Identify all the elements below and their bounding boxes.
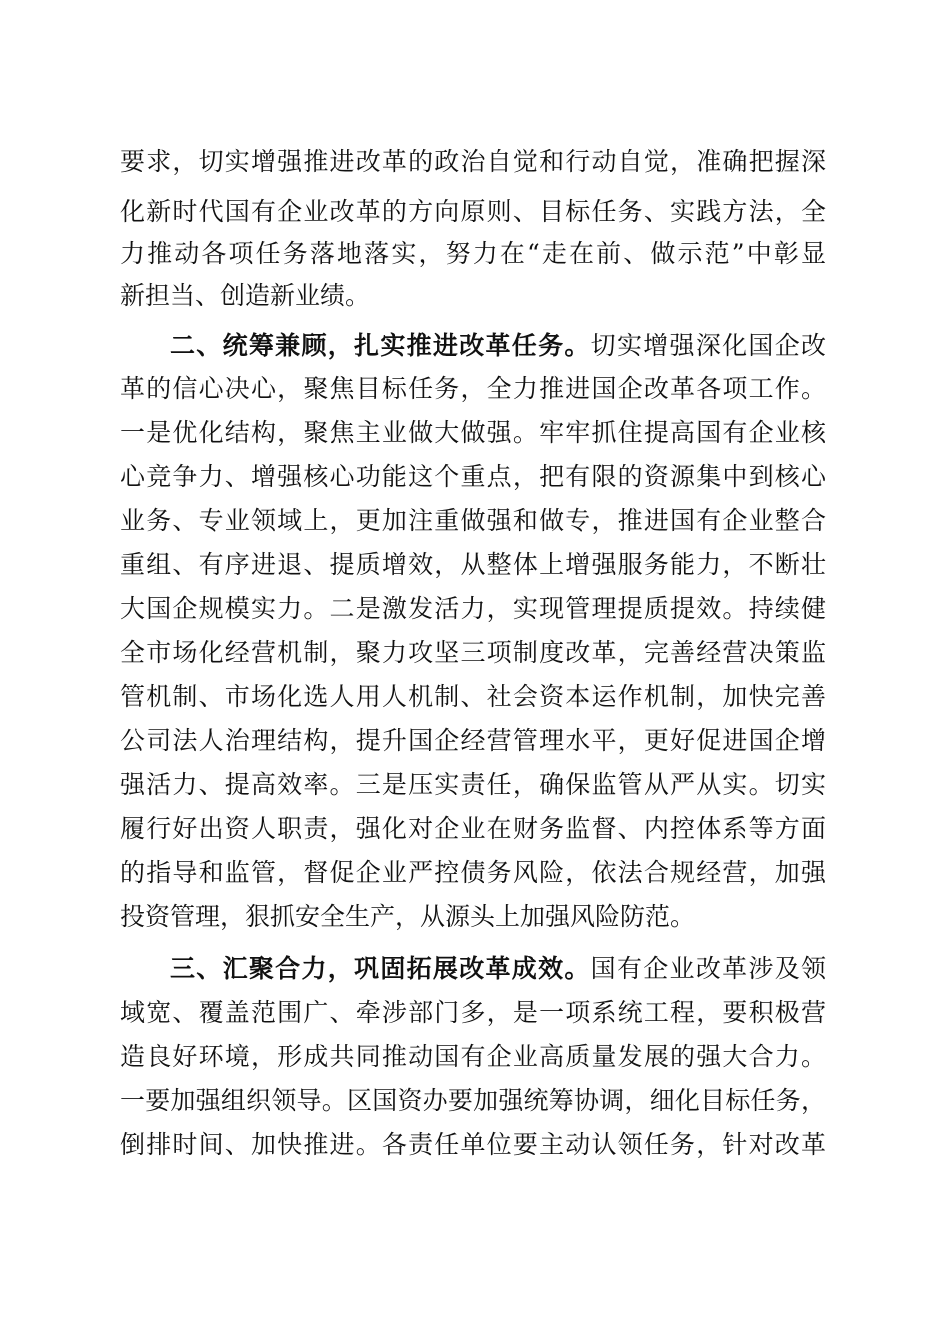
paragraph-2-line-9: 管机制、市场化选人用人机制、社会资本运作机制，加快完善 (120, 682, 826, 711)
section-heading-3: 三、汇聚合力，巩固拓展改革成效。 (170, 954, 591, 983)
paragraph-3-line-3: 造良好环境，形成共同推动国有企业高质量发展的强大合力。 (120, 1042, 826, 1071)
paragraph-2-line-14: 投资管理，狠抓安全生产，从源头上加强风险防范。 (120, 902, 696, 931)
paragraph-1-line-3: 力推动各项任务落地落实，努力在“走在前、做示范”中彰显 (120, 239, 826, 268)
paragraph-1-line-2: 化新时代国有企业改革的方向原则、目标任务、实践方法，全 (120, 197, 826, 226)
paragraph-1-line-1: 要求，切实增强推进改革的政治自觉和行动自觉，准确把握深 (120, 147, 826, 176)
paragraph-2-line-2: 革的信心决心，聚焦目标任务，全力推进国企改革各项工作。 (120, 374, 826, 403)
section-heading-2: 二、统筹兼顾，扎实推进改革任务。 (170, 331, 591, 360)
paragraph-2-line-1 (170, 326, 826, 366)
paragraph-2-line-13: 的指导和监管，督促企业严控债务风险，依法合规经营，加强 (120, 858, 826, 887)
paragraph-3-line-4: 一要加强组织领导。区国资办要加强统筹协调，细化目标任务， (120, 1086, 826, 1115)
paragraph-2-line-1-text: 切实增强深化国企改 (590, 331, 826, 360)
paragraph-2-line-7: 大国企规模实力。二是激发活力，实现管理提质提效。持续健 (120, 594, 826, 623)
paragraph-3-line-5: 倒排时间、加快推进。各责任单位要主动认领任务，针对改革 (120, 1130, 826, 1159)
paragraph-2-line-4: 心竞争力、增强核心功能这个重点，把有限的资源集中到核心 (120, 462, 826, 491)
paragraph-2-line-6: 重组、有序进退、提质增效，从整体上增强服务能力，不断壮 (120, 550, 826, 579)
paragraph-1-line-4: 新担当、创造新业绩。 (120, 281, 371, 310)
paragraph-3-line-1 (170, 949, 826, 989)
paragraph-2-line-3: 一是优化结构，聚焦主业做大做强。牢牢抓住提高国有企业核 (120, 418, 826, 447)
paragraph-2-line-5: 业务、专业领域上，更加注重做强和做专，推进国有企业整合 (120, 506, 826, 535)
paragraph-2-line-10: 公司法人治理结构，提升国企经营管理水平，更好促进国企增 (120, 726, 826, 755)
paragraph-3-line-1-text: 国有企业改革涉及领 (590, 954, 826, 983)
paragraph-2-line-11: 强活力、提高效率。三是压实责任，确保监管从严从实。切实 (120, 770, 826, 799)
paragraph-3-line-2: 域宽、覆盖范围广、牵涉部门多，是一项系统工程，要积极营 (120, 998, 826, 1027)
paragraph-2-line-12: 履行好出资人职责，强化对企业在财务监督、内控体系等方面 (120, 814, 826, 843)
paragraph-2-line-8: 全市场化经营机制，聚力攻坚三项制度改革，完善经营决策监 (120, 638, 826, 667)
